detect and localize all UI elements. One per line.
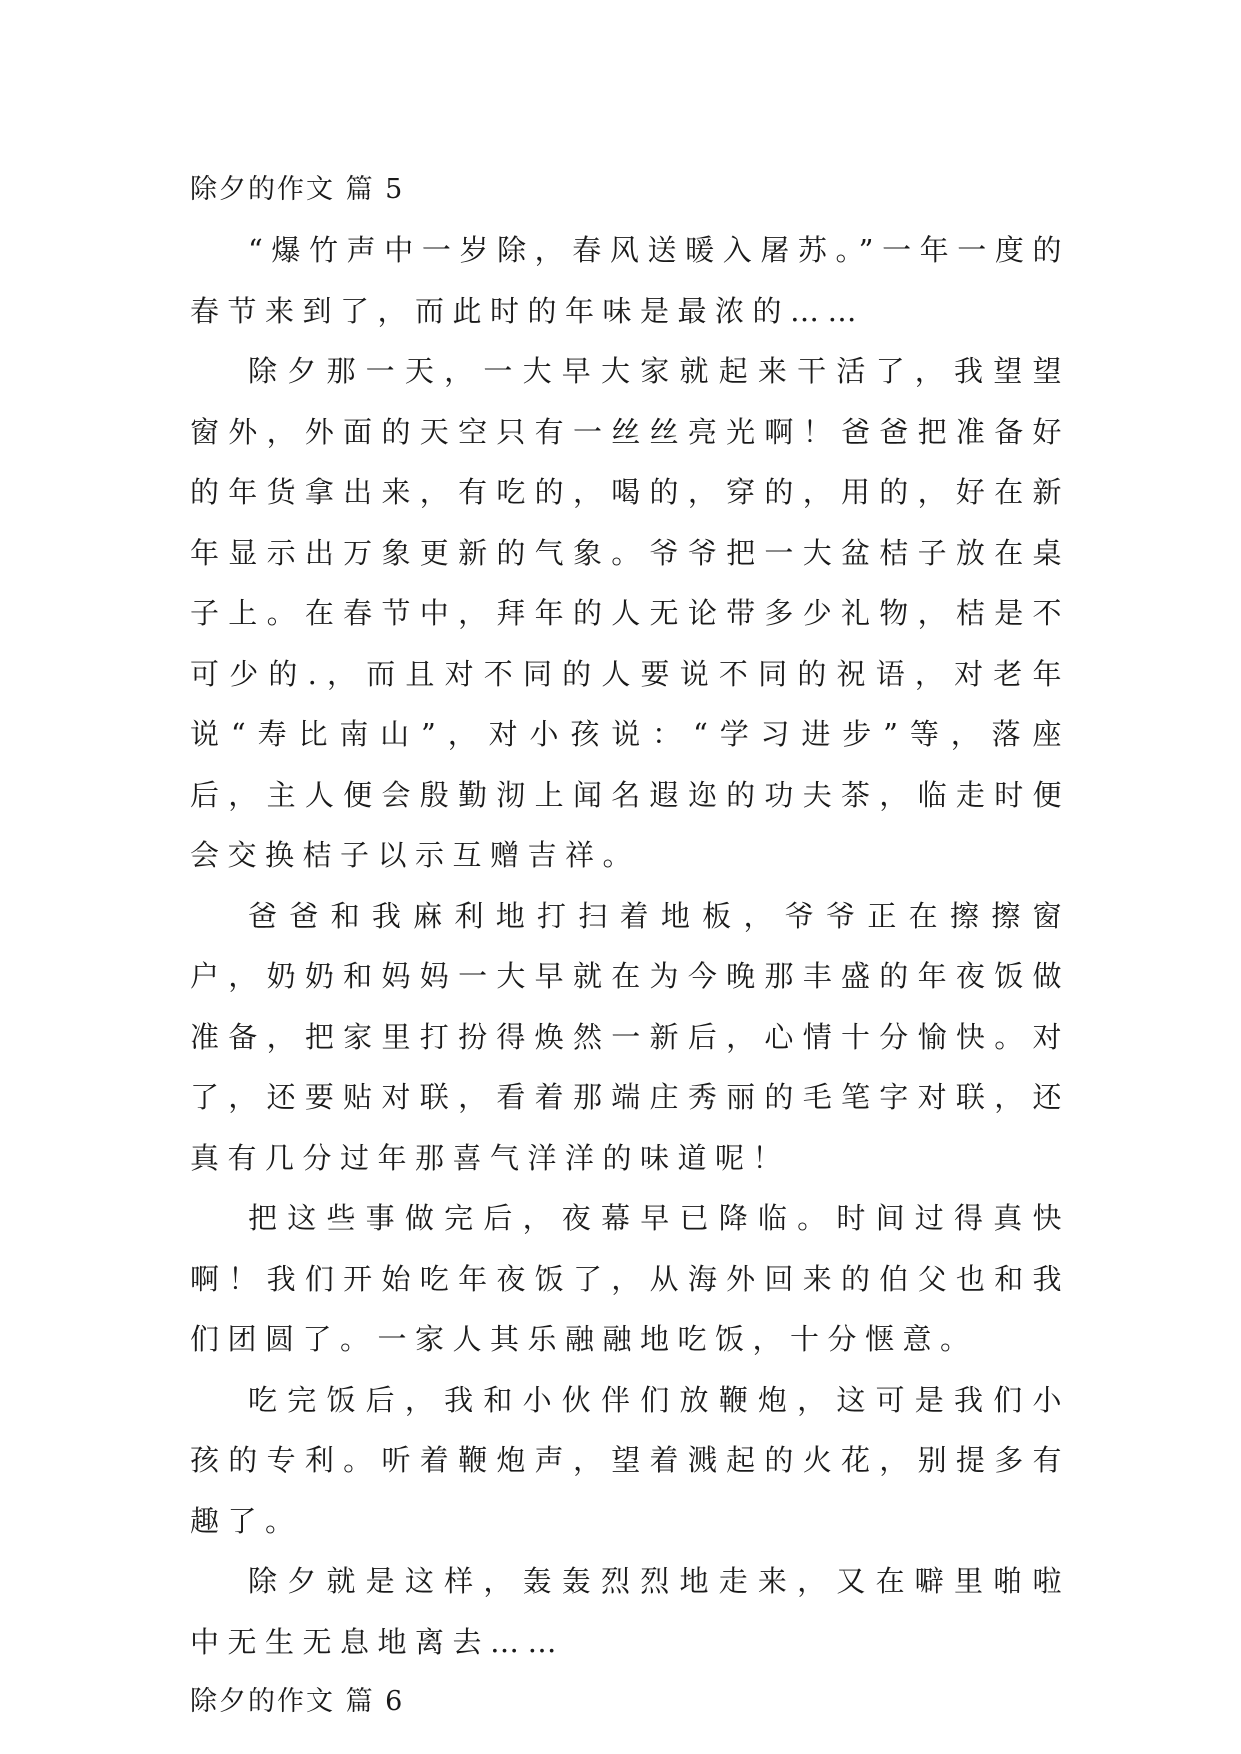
paragraph-dinner: 把这些事做完后，夜幕早已降临。时间过得真快啊！我们开始吃年夜饭了，从海外回来的伯父也和我们团圆了。一家人其乐融融地吃饭，十分惬意。 xyxy=(190,1201,1070,1356)
paragraph-intro: “爆竹声中一岁除，春风送暖入屠苏。”一年一度的春节来到了，而此时的年味是最浓的…… xyxy=(190,233,1070,328)
document-page xyxy=(190,160,1070,1732)
paragraph-cleaning: 爸爸和我麻利地打扫着地板，爷爷正在擦擦窗户，奶奶和妈妈一大早就在为今晚那丰盛的年夜饭做准备，把家里打扮得焕然一新后，心情十分愉快。对了，还要贴对联，看着那端庄秀丽的毛笔字对联，还真有几分过年那喜气洋洋的味道呢！ xyxy=(190,898,1070,1175)
paragraph-morning: 除夕那一天，一大早大家就起来干活了，我望望窗外，外面的天空只有一丝丝亮光啊！爸爸把准备好的年货拿出来，有吃的，喝的，穿的，用的，好在新年显示出万象更新的气象。爷爷把一大盆桔子放在桌子上。在春节中，拜年的人无论带多少礼物，桔是不可少的.，而且对不同的人要说不同的祝语，对老年说“寿比南山”，对小孩说：“学习进步”等，落座后，主人便会殷勤沏上闻名遐迩的功夫茶，临走时便会交换桔子以示互赠吉祥。 xyxy=(190,354,1070,872)
paragraph-firecrackers: 吃完饭后，我和小伙伴们放鞭炮，这可是我们小孩的专利。听着鞭炮声，望着溅起的火花，别提多有趣了。 xyxy=(190,1382,1070,1538)
section-title-6: 除夕的作文 篇 6 xyxy=(190,1686,405,1717)
paragraph-closing: 除夕就是这样，轰轰烈烈地走来，又在噼里啪啦中无生无息地离去…… xyxy=(190,1564,1070,1659)
section-title-5: 除夕的作文 篇 5 xyxy=(190,174,405,205)
